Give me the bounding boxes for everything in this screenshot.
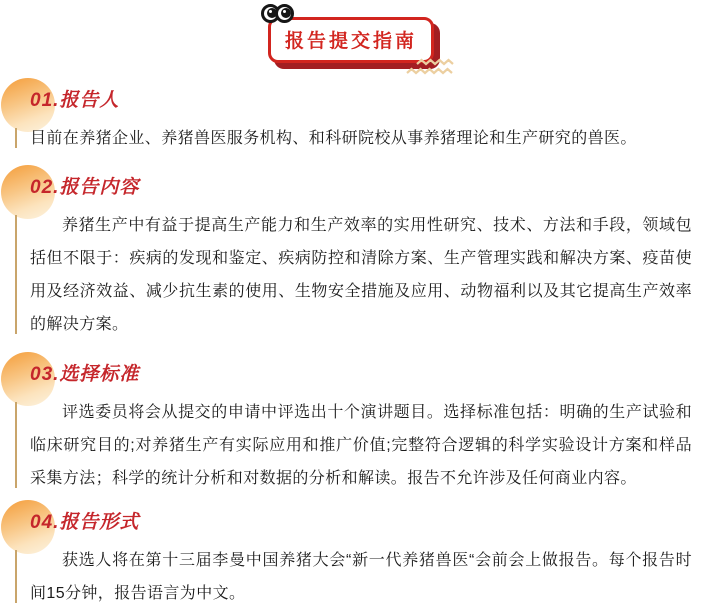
section-title: 04.报告形式 [30, 512, 140, 533]
section-report-format [0, 498, 706, 610]
vertical-rule [15, 402, 17, 488]
vertical-rule [15, 215, 17, 334]
section-body [30, 209, 692, 341]
section-paragraph: 养猪生产中有益于提高生产能力和生产效率的实用性研究、技术、方法和手段，领域包括但不限于：疾病的发现和鉴定、疾病防控和清除方案、生产管理实践和解决方案、疫苗使用及经济效益、减少抗生素的使用、生物安全措施及应用、动物福利以及其它提高生产效率的解决方案。 [30, 217, 692, 333]
eye-right-icon [275, 4, 294, 23]
section-paragraph: 评选委员将会从提交的申请中评选出十个演讲题目。选择标准包括：明确的生产试验和临床研究目的;对养猪生产有实际应用和推广价值;完整符合逻辑的科学实验设计方案和样品采集方法；科学的统计分析和对数据的分析和解读。报告不允许涉及任何商业内容。 [30, 404, 692, 487]
vertical-rule [15, 550, 17, 603]
vertical-rule [15, 128, 17, 148]
section-title: 03.选择标准 [30, 364, 140, 385]
section-body [30, 122, 692, 155]
section-report-content [0, 163, 706, 341]
pupil-icon [281, 8, 291, 18]
section-title: 02.报告内容 [30, 177, 140, 198]
page-title: 报告提交指南 [285, 31, 418, 52]
section-body [30, 544, 692, 610]
zigzag-decoration-icon [405, 57, 455, 77]
title-badge [268, 17, 434, 63]
googly-eyes-icon [261, 4, 294, 23]
section-paragraph: 目前在养猪企业、养猪兽医服务机构、和科研院校从事养猪理论和生产研究的兽医。 [30, 130, 637, 147]
section-body [30, 396, 692, 495]
section-selection-criteria [0, 350, 706, 495]
section-title: 01.报告人 [30, 90, 120, 111]
section-paragraph: 获选人将在第十三届李曼中国养猪大会“新一代养猪兽医“会前会上做报告。每个报告时间15分钟，报告语言为中文。 [30, 552, 692, 602]
section-reporter [0, 76, 706, 155]
